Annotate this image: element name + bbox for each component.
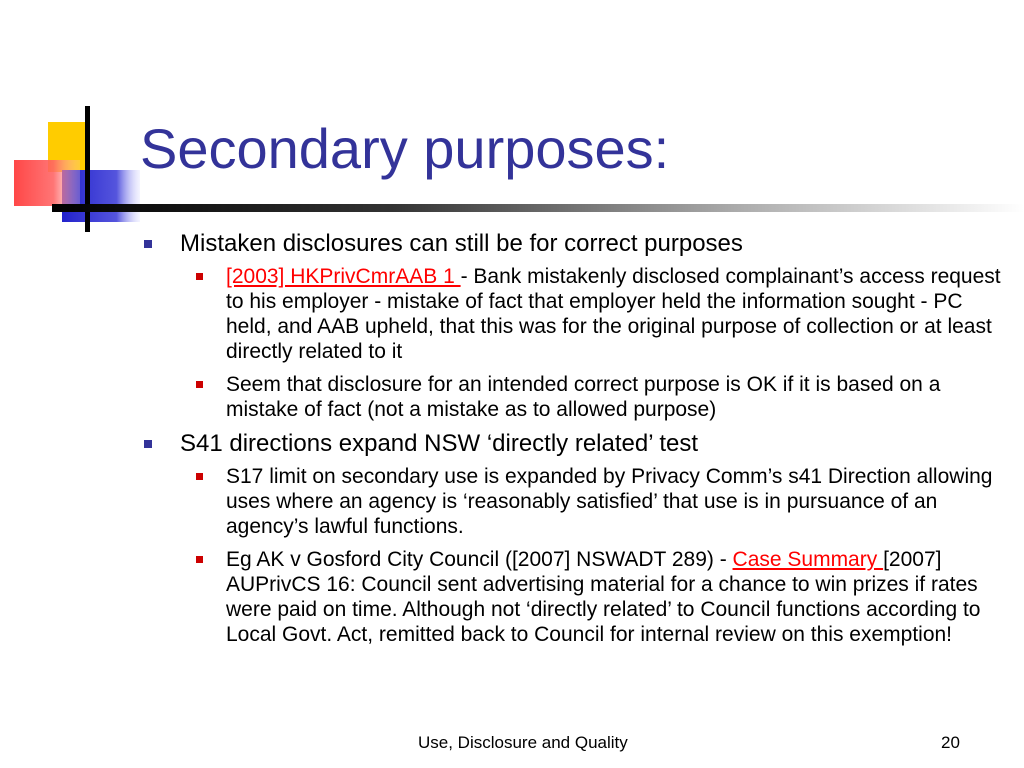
sub-bullet-item <box>226 464 1001 539</box>
bullet-text: S41 directions expand NSW ‘directly related’ test <box>180 430 699 457</box>
logo-vertical-line <box>85 106 90 232</box>
sub-bullet-text: - Bank mistakenly disclosed complainant’s access request to his employer - mistake of fact that employer held the information sought - PC held, and AAB upheld, that this was for the original purpose of collection or at least directly related to it <box>226 265 1001 363</box>
sub-bullet-text: S17 limit on secondary use is expanded by Privacy Comm’s s41 Direction allowing uses where an agency is ‘reasonably satisfied’ that use is in pursuance of an agency’s lawful functions. <box>226 465 993 538</box>
bullet-text: Mistaken disclosures can still be for correct purposes <box>180 230 743 257</box>
page-number: 20 <box>941 733 960 752</box>
square-bullet-icon <box>144 240 152 248</box>
slide-title: Secondary purposes: <box>140 117 670 180</box>
logo-red-square <box>14 160 80 206</box>
sub-bullet-item <box>226 264 1001 364</box>
slide-body <box>144 230 1004 655</box>
square-bullet-icon <box>196 273 203 280</box>
sub-bullet-text-before: Eg AK v Gosford City Council ([2007] NSWADT 289) - <box>226 548 733 571</box>
title-underline-rule <box>52 204 1024 212</box>
bullet-item <box>144 230 1004 258</box>
square-bullet-icon <box>196 473 203 480</box>
square-bullet-icon <box>196 381 203 388</box>
footer-title: Use, Disclosure and Quality <box>418 733 628 752</box>
sub-bullet-text: Seem that disclosure for an intended correct purpose is OK if it is based on a mistake of fact (not a mistake as to allowed purpose) <box>226 373 941 421</box>
sub-bullet-item <box>226 372 1001 422</box>
case-summary-link[interactable]: Case Summary <box>732 548 884 571</box>
square-bullet-icon <box>196 556 203 563</box>
case-citation-link[interactable]: [2003] HKPrivCmrAAB 1 <box>226 265 461 288</box>
sub-bullet-item <box>226 547 1001 647</box>
sub-bullet-text-after: [2007] AUPrivCS 16: Council sent advertising material for a chance to win prizes if rates were paid on time. Although not ‘directly related’ to Council functions according to Local Govt. Act, remitted back to Council for internal review on this exemption! <box>226 548 981 646</box>
square-bullet-icon <box>144 440 152 448</box>
bullet-item <box>144 430 1004 458</box>
